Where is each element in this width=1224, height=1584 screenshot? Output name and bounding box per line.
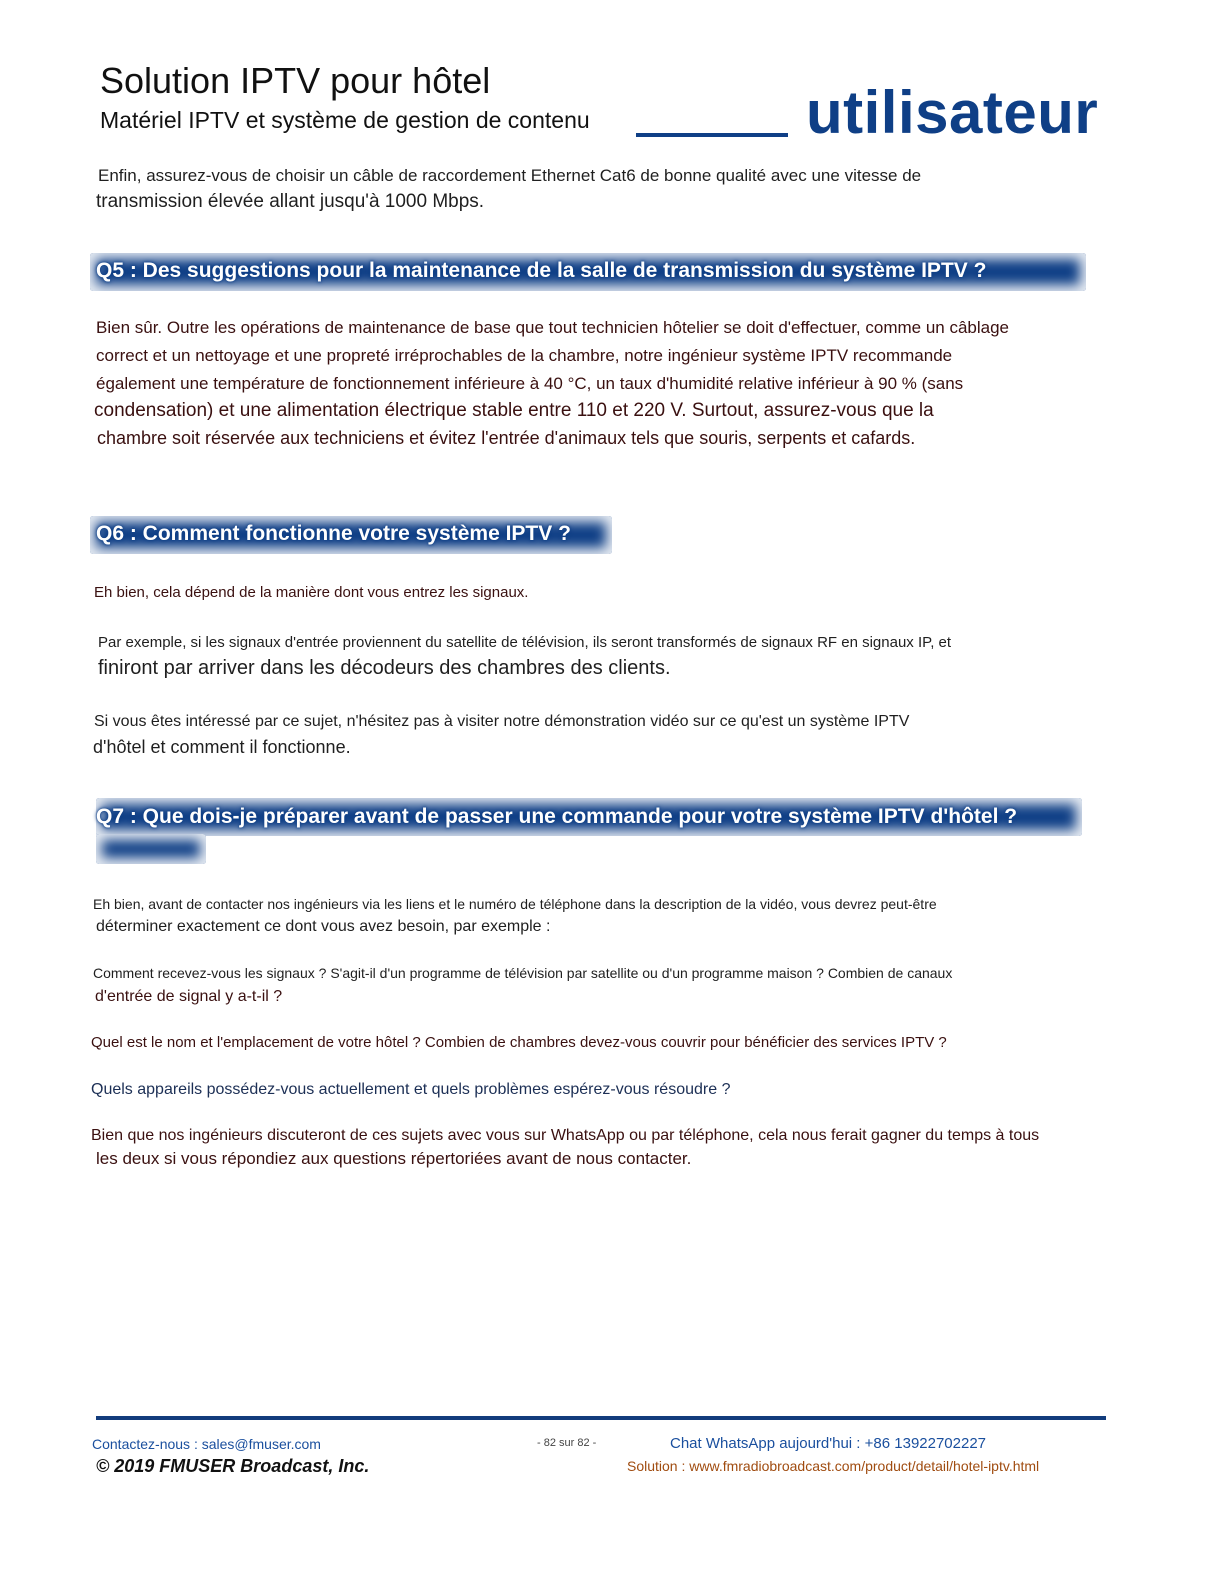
q5-answer-line-2: correct et un nettoyage et une propreté irréprochables de la chambre, notre ingénieur système IPTV recommande bbox=[96, 346, 953, 365]
q7-paragraph-1-line-1: Eh bien, avant de contacter nos ingénieurs via les liens et le numéro de téléphone dans la description de la vidéo, vous devrez peut-être bbox=[93, 896, 937, 912]
q5-answer-line-4: condensation) et une alimentation électrique stable entre 110 et 220 V. Surtout, assurez-vous que la bbox=[94, 400, 934, 421]
q6-heading: Q6 : Comment fonctionne votre système IPTV ? bbox=[96, 522, 571, 545]
q6-paragraph-2-line-1: Par exemple, si les signaux d'entrée proviennent du satellite de télévision, ils seront transformés de signaux RF en signaux IP, et bbox=[98, 634, 952, 651]
page-title: Solution IPTV pour hôtel bbox=[100, 60, 491, 101]
q7-paragraph-3: Quel est le nom et l'emplacement de votre hôtel ? Combien de chambres devez-vous couvrir pour bénéficier des services IPTV ? bbox=[91, 1034, 947, 1051]
q5-answer-line-5: chambre soit réservée aux techniciens et évitez l'entrée d'animaux tels que souris, serpents et cafards. bbox=[97, 428, 916, 448]
q7-heading: Q7 : Que dois-je préparer avant de passer une commande pour votre système IPTV d'hôtel ? bbox=[96, 805, 1018, 828]
q6-paragraph-2-line-2: finiront par arriver dans les décodeurs des chambres des clients. bbox=[98, 657, 671, 679]
q7-paragraph-5-line-1: Bien que nos ingénieurs discuteront de ces sujets avec vous sur WhatsApp ou par téléphone, cela nous ferait gagner du temps à tous bbox=[91, 1127, 1040, 1144]
brand-logo-text: utilisateur bbox=[806, 79, 1099, 146]
header-divider bbox=[636, 133, 788, 137]
q7-heading-band-tail bbox=[96, 834, 206, 864]
contact-email-link[interactable]: Contactez-nous : sales@fmuser.com bbox=[92, 1436, 321, 1452]
page-subtitle: Matériel IPTV et système de gestion de contenu bbox=[100, 107, 590, 133]
q7-paragraph-2-line-2: d'entrée de signal y a-t-il ? bbox=[95, 988, 283, 1005]
q6-paragraph-3-line-2: d'hôtel et comment il fonctionne. bbox=[93, 737, 351, 757]
q7-paragraph-4: Quels appareils possédez-vous actuellement et quels problèmes espérez-vous résoudre ? bbox=[91, 1081, 731, 1098]
q7-paragraph-5-line-2: les deux si vous répondiez aux questions répertoriées avant de nous contacter. bbox=[96, 1149, 692, 1168]
q5-answer-line-1: Bien sûr. Outre les opérations de maintenance de base que tout technicien hôtelier se doit d'effectuer, comme un câblage bbox=[96, 318, 1010, 337]
q7-paragraph-2-line-1: Comment recevez-vous les signaux ? S'agit-il d'un programme de télévision par satellite ou d'un programme maison ? Combien de canaux bbox=[93, 965, 953, 981]
intro-line-1: Enfin, assurez-vous de choisir un câble de raccordement Ethernet Cat6 de bonne qualité avec une vitesse de bbox=[98, 166, 922, 185]
q6-paragraph-1: Eh bien, cela dépend de la manière dont vous entrez les signaux. bbox=[94, 584, 529, 601]
q5-answer-line-3: également une température de fonctionnement inférieure à 40 °C, un taux d'humidité relative inférieur à 90 % (sans bbox=[96, 374, 964, 393]
footer-divider bbox=[96, 1416, 1106, 1420]
whatsapp-contact-link[interactable]: Chat WhatsApp aujourd'hui : +86 13922702227 bbox=[670, 1435, 987, 1452]
q5-heading: Q5 : Des suggestions pour la maintenance de la salle de transmission du système IPTV ? bbox=[96, 259, 987, 282]
q7-paragraph-1-line-2: déterminer exactement ce dont vous avez besoin, par exemple : bbox=[96, 918, 551, 935]
q6-paragraph-3-line-1: Si vous êtes intéressé par ce sujet, n'hésitez pas à visiter notre démonstration vidéo sur ce qu'est un système IPTV bbox=[94, 713, 910, 730]
page-number: - 82 sur 82 - bbox=[537, 1437, 597, 1449]
intro-line-2: transmission élevée allant jusqu'à 1000 Mbps. bbox=[96, 191, 485, 212]
copyright-notice: © 2019 FMUSER Broadcast, Inc. bbox=[96, 1456, 370, 1476]
solution-url-link[interactable]: Solution : www.fmradiobroadcast.com/product/detail/hotel-iptv.html bbox=[627, 1458, 1040, 1474]
